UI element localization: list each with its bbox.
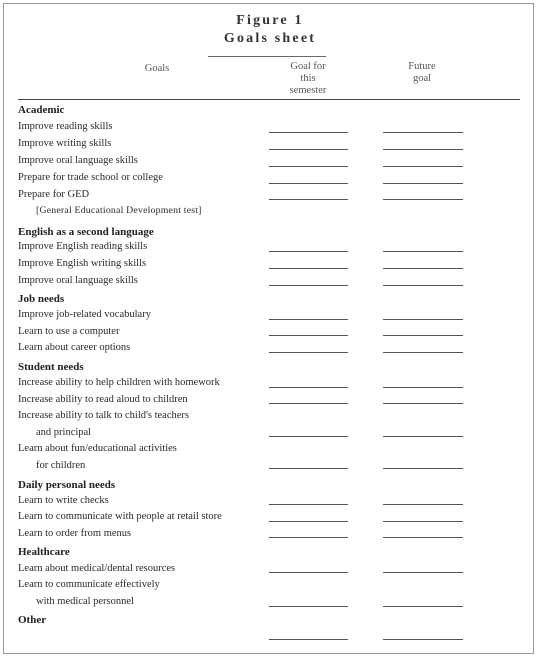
- goal-item: Increase ability to read aloud to children: [18, 394, 188, 405]
- goal-item-continued: and principal: [36, 427, 92, 438]
- future-blank[interactable]: [383, 572, 463, 573]
- future-blank[interactable]: [383, 268, 463, 269]
- semester-blank[interactable]: [269, 403, 348, 404]
- semester-blank[interactable]: [269, 387, 348, 388]
- semester-blank[interactable]: [269, 199, 348, 200]
- semester-blank[interactable]: [269, 606, 348, 607]
- goal-item: Learn to use a computer: [18, 326, 120, 337]
- future-blank[interactable]: [383, 606, 463, 607]
- section-heading-job-needs: Job needs: [18, 293, 65, 305]
- semester-blank[interactable]: [269, 537, 348, 538]
- section-heading-esl: English as a second language: [18, 226, 154, 238]
- semester-blank[interactable]: [269, 132, 348, 133]
- goal-item: Learn to communicate effectively: [18, 579, 160, 590]
- semester-blank[interactable]: [269, 183, 348, 184]
- future-blank[interactable]: [383, 149, 463, 150]
- semester-blank[interactable]: [269, 639, 348, 640]
- goal-item-continued: with medical personnel: [36, 596, 134, 607]
- goal-item-continued: for children: [36, 460, 86, 471]
- future-blank[interactable]: [383, 352, 463, 353]
- future-blank[interactable]: [383, 183, 463, 184]
- future-blank[interactable]: [383, 639, 463, 640]
- goal-item-note: [General Educational Development test]: [36, 205, 202, 216]
- semester-blank[interactable]: [269, 335, 348, 336]
- goal-item: Learn about career options: [18, 342, 131, 353]
- goal-item: Prepare for GED: [18, 189, 90, 200]
- future-blank[interactable]: [383, 285, 463, 286]
- future-blank[interactable]: [383, 319, 463, 320]
- semester-blank[interactable]: [269, 251, 348, 252]
- column-header-goals: Goals: [144, 63, 170, 74]
- semester-blank[interactable]: [269, 319, 348, 320]
- column-header-future-line: Future: [408, 61, 436, 72]
- figure-label: Figure 1: [236, 13, 304, 28]
- semester-blank[interactable]: [269, 504, 348, 505]
- goal-item: Learn to communicate with people at retail store: [18, 511, 222, 522]
- column-header-future: [382, 61, 462, 85]
- goal-item: Improve writing skills: [18, 138, 112, 149]
- goal-item: Learn to write checks: [18, 495, 109, 506]
- future-blank[interactable]: [383, 251, 463, 252]
- section-heading-daily-needs: Daily personal needs: [18, 479, 116, 491]
- goal-item: Improve oral language skills: [18, 275, 138, 286]
- title-divider: [208, 56, 326, 57]
- figure-title: Goals sheet: [223, 31, 317, 46]
- section-heading-student-needs: Student needs: [18, 361, 84, 373]
- section-heading-academic: Academic: [18, 104, 65, 116]
- semester-blank[interactable]: [269, 572, 348, 573]
- goal-item: Learn about medical/dental resources: [18, 563, 176, 574]
- semester-blank[interactable]: [269, 268, 348, 269]
- header-divider: [18, 99, 520, 100]
- semester-blank[interactable]: [269, 521, 348, 522]
- section-heading-healthcare: Healthcare: [18, 546, 70, 558]
- future-blank[interactable]: [383, 436, 463, 437]
- semester-blank[interactable]: [269, 285, 348, 286]
- goal-item: Prepare for trade school or college: [18, 172, 163, 183]
- future-blank[interactable]: [383, 132, 463, 133]
- future-blank[interactable]: [383, 199, 463, 200]
- future-blank[interactable]: [383, 504, 463, 505]
- column-header-semester-line: semester: [289, 85, 327, 96]
- semester-blank[interactable]: [269, 149, 348, 150]
- goal-item: Learn to order from menus: [18, 528, 132, 539]
- goal-item: Improve job-related vocabulary: [18, 309, 151, 320]
- future-blank[interactable]: [383, 166, 463, 167]
- goal-item: Increase ability to talk to child's teachers: [18, 410, 189, 421]
- semester-blank[interactable]: [269, 436, 348, 437]
- future-blank[interactable]: [383, 468, 463, 469]
- goal-item: Learn about fun/educational activities: [18, 443, 177, 454]
- goal-item: Increase ability to help children with homework: [18, 377, 220, 388]
- future-blank[interactable]: [383, 521, 463, 522]
- goal-item: Improve English writing skills: [18, 258, 147, 269]
- future-blank[interactable]: [383, 403, 463, 404]
- column-header-semester: [268, 61, 348, 97]
- goal-item: Improve oral language skills: [18, 155, 138, 166]
- goal-item: Improve English reading skills: [18, 241, 148, 252]
- column-header-semester-line: this: [300, 73, 316, 84]
- semester-blank[interactable]: [269, 166, 348, 167]
- future-blank[interactable]: [383, 335, 463, 336]
- semester-blank[interactable]: [269, 468, 348, 469]
- goal-item: Improve reading skills: [18, 121, 113, 132]
- column-header-future-line: goal: [412, 73, 432, 84]
- column-header-semester-line: Goal for: [290, 61, 326, 72]
- section-heading-other: Other: [18, 614, 47, 626]
- future-blank[interactable]: [383, 387, 463, 388]
- future-blank[interactable]: [383, 537, 463, 538]
- semester-blank[interactable]: [269, 352, 348, 353]
